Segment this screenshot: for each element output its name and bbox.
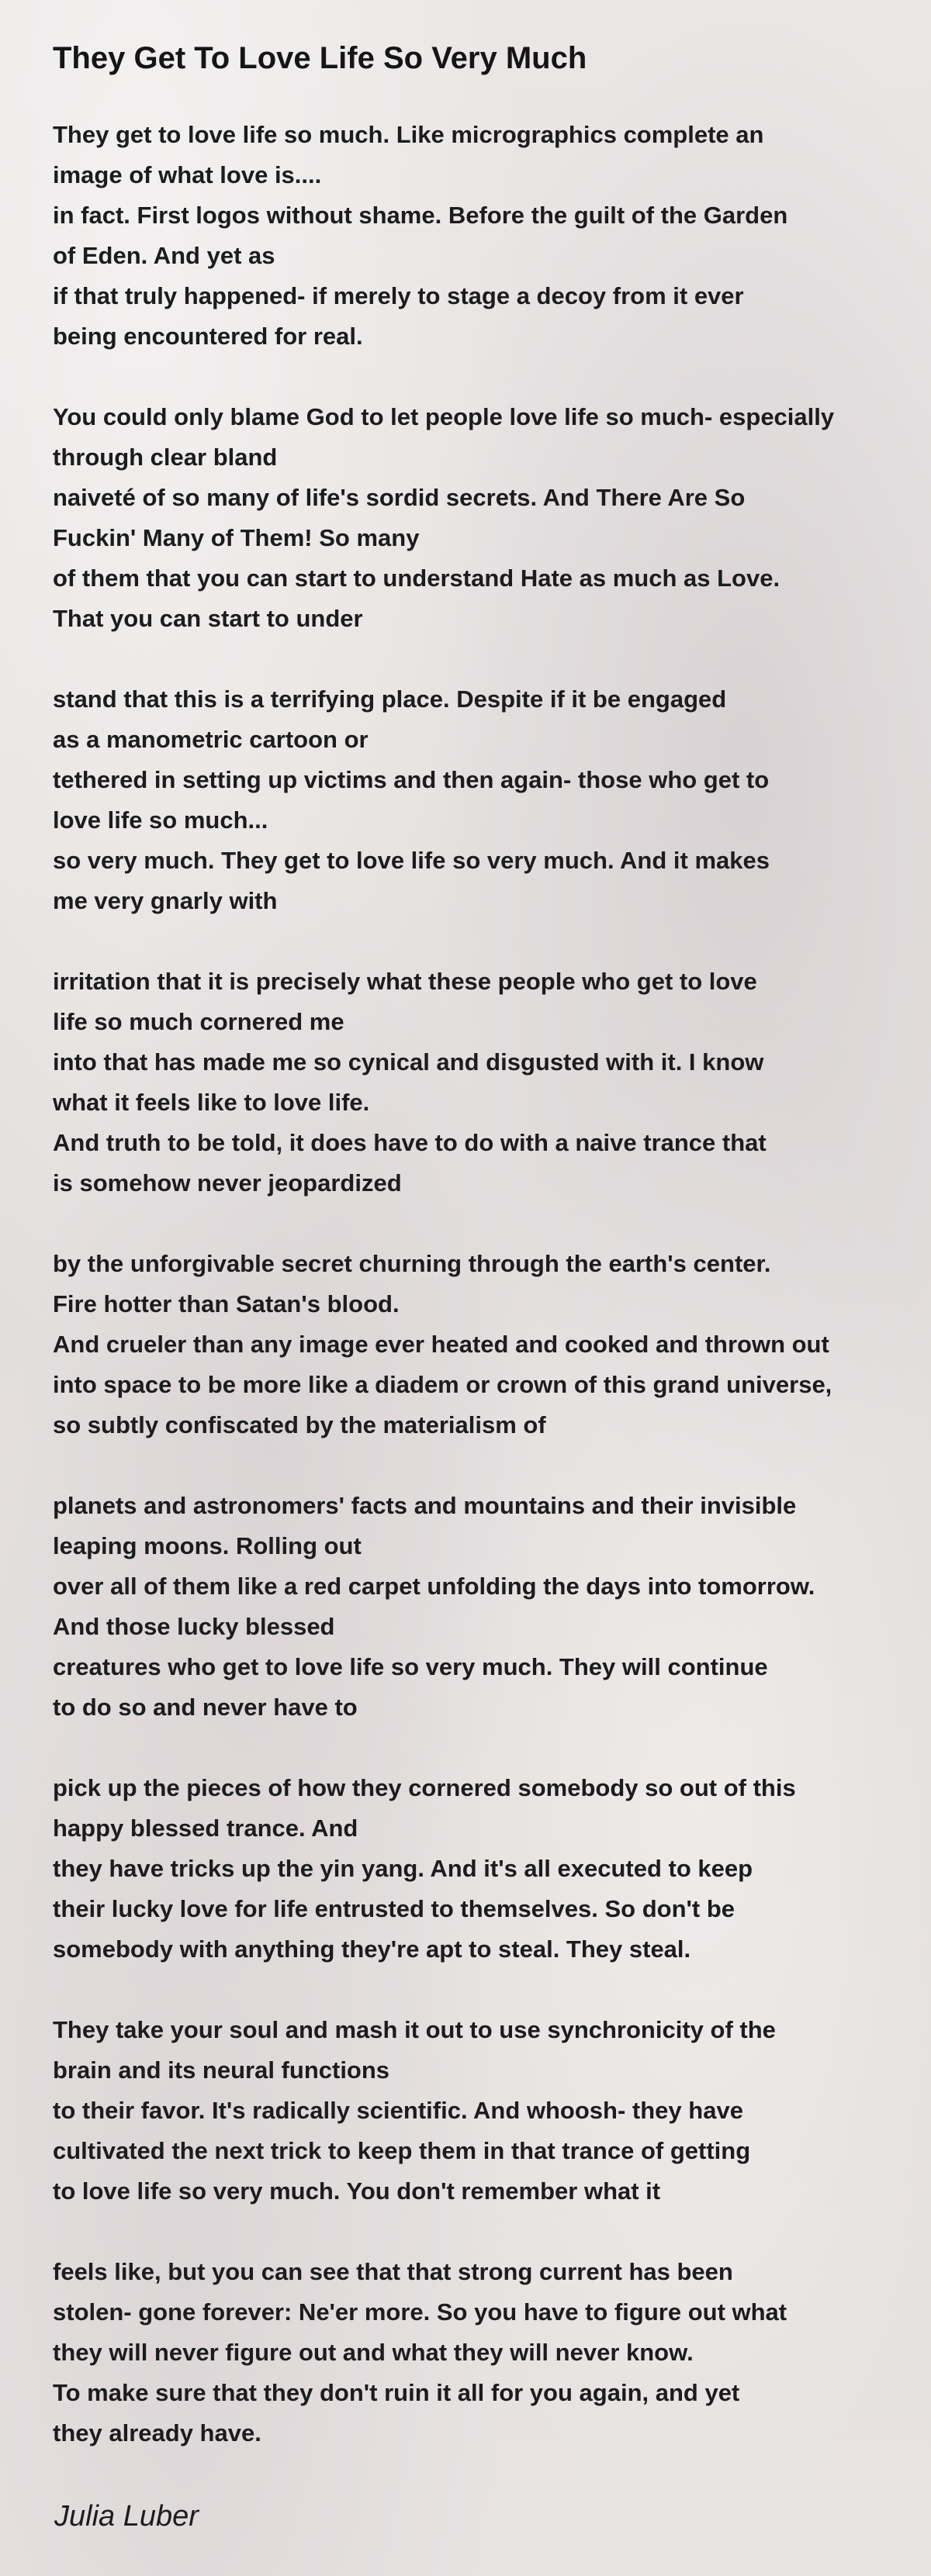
- poem-line: if that truly happened- if merely to stage a decoy from it ever: [53, 282, 744, 309]
- poem-line: of Eden. And yet as: [53, 242, 275, 269]
- poem-line: somebody with anything they're apt to steal. They steal.: [53, 1935, 691, 1963]
- poem-line: cultivated the next trick to keep them in that trance of getting: [53, 2137, 751, 2164]
- poem-line: over all of them like a red carpet unfolding the days into tomorrow.: [53, 1573, 815, 1600]
- poem-line: And truth to be told, it does have to do with a naive trance that: [53, 1129, 767, 1156]
- poem-line: stand that this is a terrifying place. Despite if it be engaged: [53, 685, 727, 713]
- poem-stanza: [53, 115, 906, 357]
- poem-line: Fuckin' Many of Them! So many: [53, 524, 420, 551]
- poem-line: You could only blame God to let people love life so much- especially: [53, 403, 835, 430]
- poem-stanza: [53, 1244, 906, 1445]
- poem-line: life so much cornered me: [53, 1008, 344, 1035]
- poem-line: into space to be more like a diadem or crown of this grand universe,: [53, 1371, 832, 1398]
- poem-line: That you can start to under: [53, 605, 363, 632]
- poem-stanza: [53, 962, 906, 1203]
- poem-line: to do so and never have to: [53, 1694, 358, 1721]
- poem-line: To make sure that they don't ruin it all for you again, and yet: [53, 2379, 740, 2406]
- poem-line: they have tricks up the yin yang. And it's all executed to keep: [53, 1855, 753, 1882]
- poem-line: to their favor. It's radically scientific. And whoosh- they have: [53, 2097, 743, 2124]
- poem-line: they already have.: [53, 2419, 261, 2447]
- poem-line: love life so much...: [53, 806, 268, 834]
- poem-line: They get to love life so much. Like micrographics complete an: [53, 121, 764, 148]
- poem-line: so very much. They get to love life so very much. And it makes: [53, 847, 770, 874]
- poem-line: of them that you can start to understand Hate as much as Love.: [53, 565, 780, 592]
- poem-line: as a manometric cartoon or: [53, 726, 369, 753]
- poem-body: [53, 115, 906, 2494]
- poem-stanza: [53, 397, 906, 639]
- poem-line: feels like, but you can see that that strong current has been: [53, 2258, 733, 2285]
- poem-line: being encountered for real.: [53, 323, 363, 350]
- poem-line: They take your soul and mash it out to use synchronicity of the: [53, 2016, 776, 2043]
- poem-line: And those lucky blessed: [53, 1613, 335, 1640]
- poem-line: image of what love is....: [53, 161, 322, 188]
- poem-line: what it feels like to love life.: [53, 1089, 370, 1116]
- poem-stanza: [53, 1768, 906, 1970]
- poem-line: creatures who get to love life so very much. They will continue: [53, 1653, 768, 1680]
- poem-line: is somehow never jeopardized: [53, 1169, 402, 1196]
- poem-line: stolen- gone forever: Ne'er more. So you have to figure out what: [53, 2298, 787, 2326]
- poem-line: brain and its neural functions: [53, 2056, 390, 2084]
- poem-author: Julia Luber: [54, 2500, 199, 2533]
- poem-line: in fact. First logos without shame. Before the guilt of the Garden: [53, 202, 788, 229]
- poem-line: irritation that it is precisely what these people who get to love: [53, 968, 757, 995]
- poem-title: They Get To Love Life So Very Much: [53, 41, 587, 75]
- poem-line: naiveté of so many of life's sordid secrets. And There Are So: [53, 484, 746, 511]
- poem-line: planets and astronomers' facts and mountains and their invisible: [53, 1492, 797, 1519]
- poem-stanza: [53, 2010, 906, 2212]
- poem-line: pick up the pieces of how they cornered somebody so out of this: [53, 1774, 796, 1801]
- poem-line: by the unforgivable secret churning through the earth's center.: [53, 1250, 771, 1277]
- poem-line: tethered in setting up victims and then again- those who get to: [53, 766, 770, 793]
- poem-line: through clear bland: [53, 444, 278, 471]
- poem-stanza: [53, 1486, 906, 1728]
- poem-line: Fire hotter than Satan's blood.: [53, 1290, 400, 1317]
- poem-stanza: [53, 2252, 906, 2453]
- poem-line: so subtly confiscated by the materialism of: [53, 1411, 546, 1438]
- poem-line: to love life so very much. You don't remember what it: [53, 2177, 661, 2205]
- poem-line: their lucky love for life entrusted to themselves. So don't be: [53, 1895, 735, 1922]
- poem-line: me very gnarly with: [53, 887, 278, 914]
- poem-line: And crueler than any image ever heated and cooked and thrown out: [53, 1331, 829, 1358]
- poem-line: leaping moons. Rolling out: [53, 1532, 362, 1559]
- poem-stanza: [53, 679, 906, 921]
- poem-line: happy blessed trance. And: [53, 1815, 358, 1842]
- poem-line: into that has made me so cynical and disgusted with it. I know: [53, 1048, 764, 1076]
- poem-line: they will never figure out and what they will never know.: [53, 2339, 694, 2366]
